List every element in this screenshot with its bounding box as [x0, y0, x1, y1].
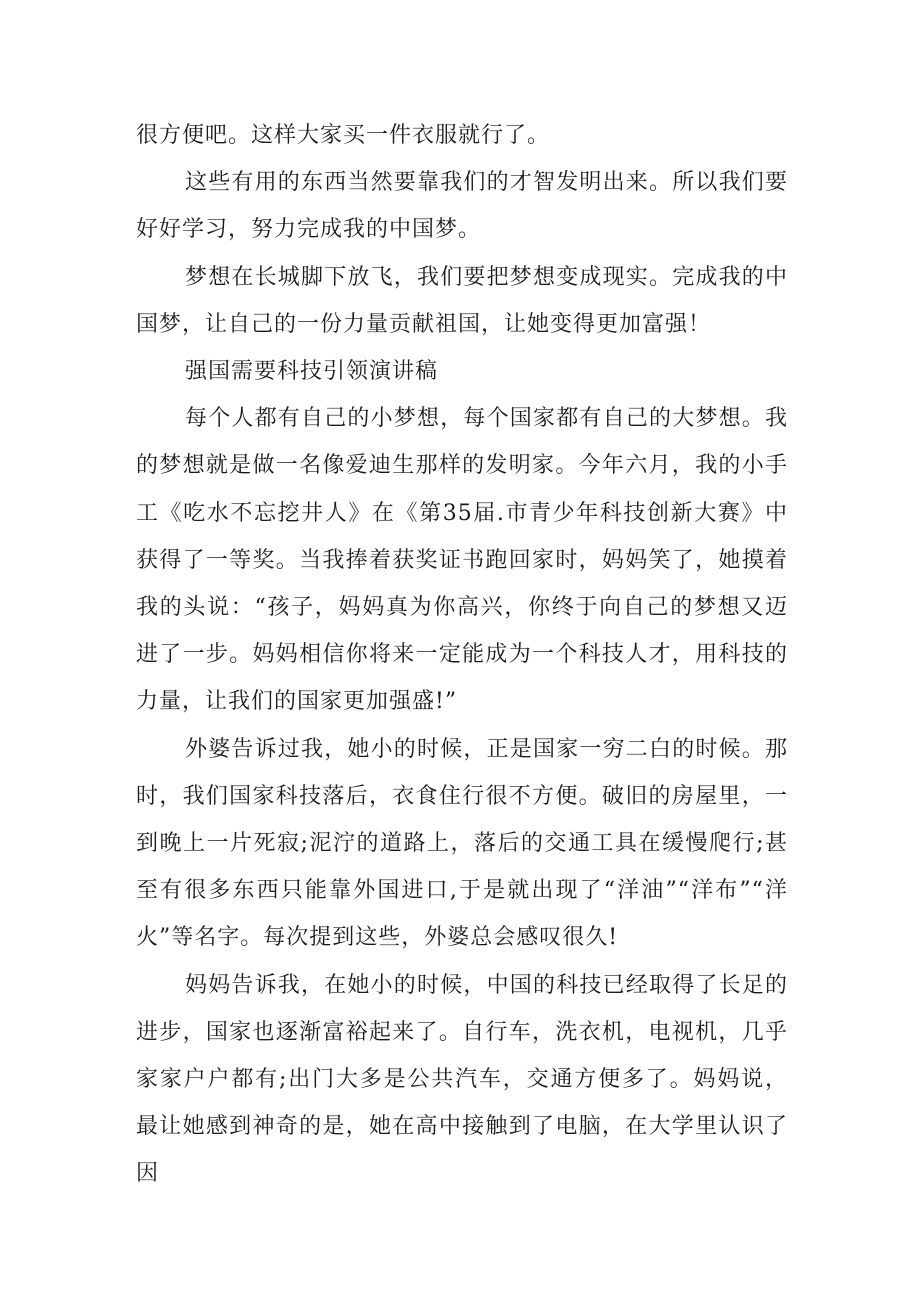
document-body: [136, 112, 788, 1198]
paragraph: 妈妈告诉我，在她小的时候，中国的科技已经取得了长足的进步，国家也逐渐富裕起来了。自行车，洗衣机，电视机，几乎家家户户都有;出门大多是公共汽车，交通方便多了。妈妈说，最让她感到神奇的是，她在高中接触到了电脑，在大学里认识了因: [136, 972, 788, 1187]
paragraph: 每个人都有自己的小梦想，每个国家都有自己的大梦想。我的梦想就是做一名像爱迪生那样的发明家。今年六月，我的小手工《吃水不忘挖井人》在《第35届.市青少年科技创新大赛》中获得了一等奖。当我捧着获奖证书跑回家时，妈妈笑了，她摸着我的头说：“孩子，妈妈真为你高兴，你终于向自己的梦想又迈进了一步。妈妈相信你将来一定能成为一个科技人才，用科技的力量，让我们的国家更加强盛!”: [136, 406, 788, 715]
paragraph: 这些有用的东西当然要靠我们的才智发明出来。所以我们要好好学习，努力完成我的中国梦。: [136, 170, 788, 243]
paragraph: 梦想在长城脚下放飞，我们要把梦想变成现实。完成我的中国梦，让自己的一份力量贡献祖国，让她变得更加富强！: [136, 264, 788, 337]
paragraph: 外婆告诉过我，她小的时候，正是国家一穷二白的时候。那时，我们国家科技落后，衣食住行很不方便。破旧的房屋里，一到晚上一片死寂;泥泞的道路上，落后的交通工具在缓慢爬行;甚至有很多东西只能靠外国进口,于是就出现了“洋油”“洋布”“洋火”等名字。每次提到这些，外婆总会感叹很久!: [136, 736, 788, 951]
paragraph-continued: 很方便吧。这样大家买一件衣服就行了。: [136, 123, 551, 148]
speech-title: 强国需要科技引领演讲稿: [185, 359, 439, 385]
